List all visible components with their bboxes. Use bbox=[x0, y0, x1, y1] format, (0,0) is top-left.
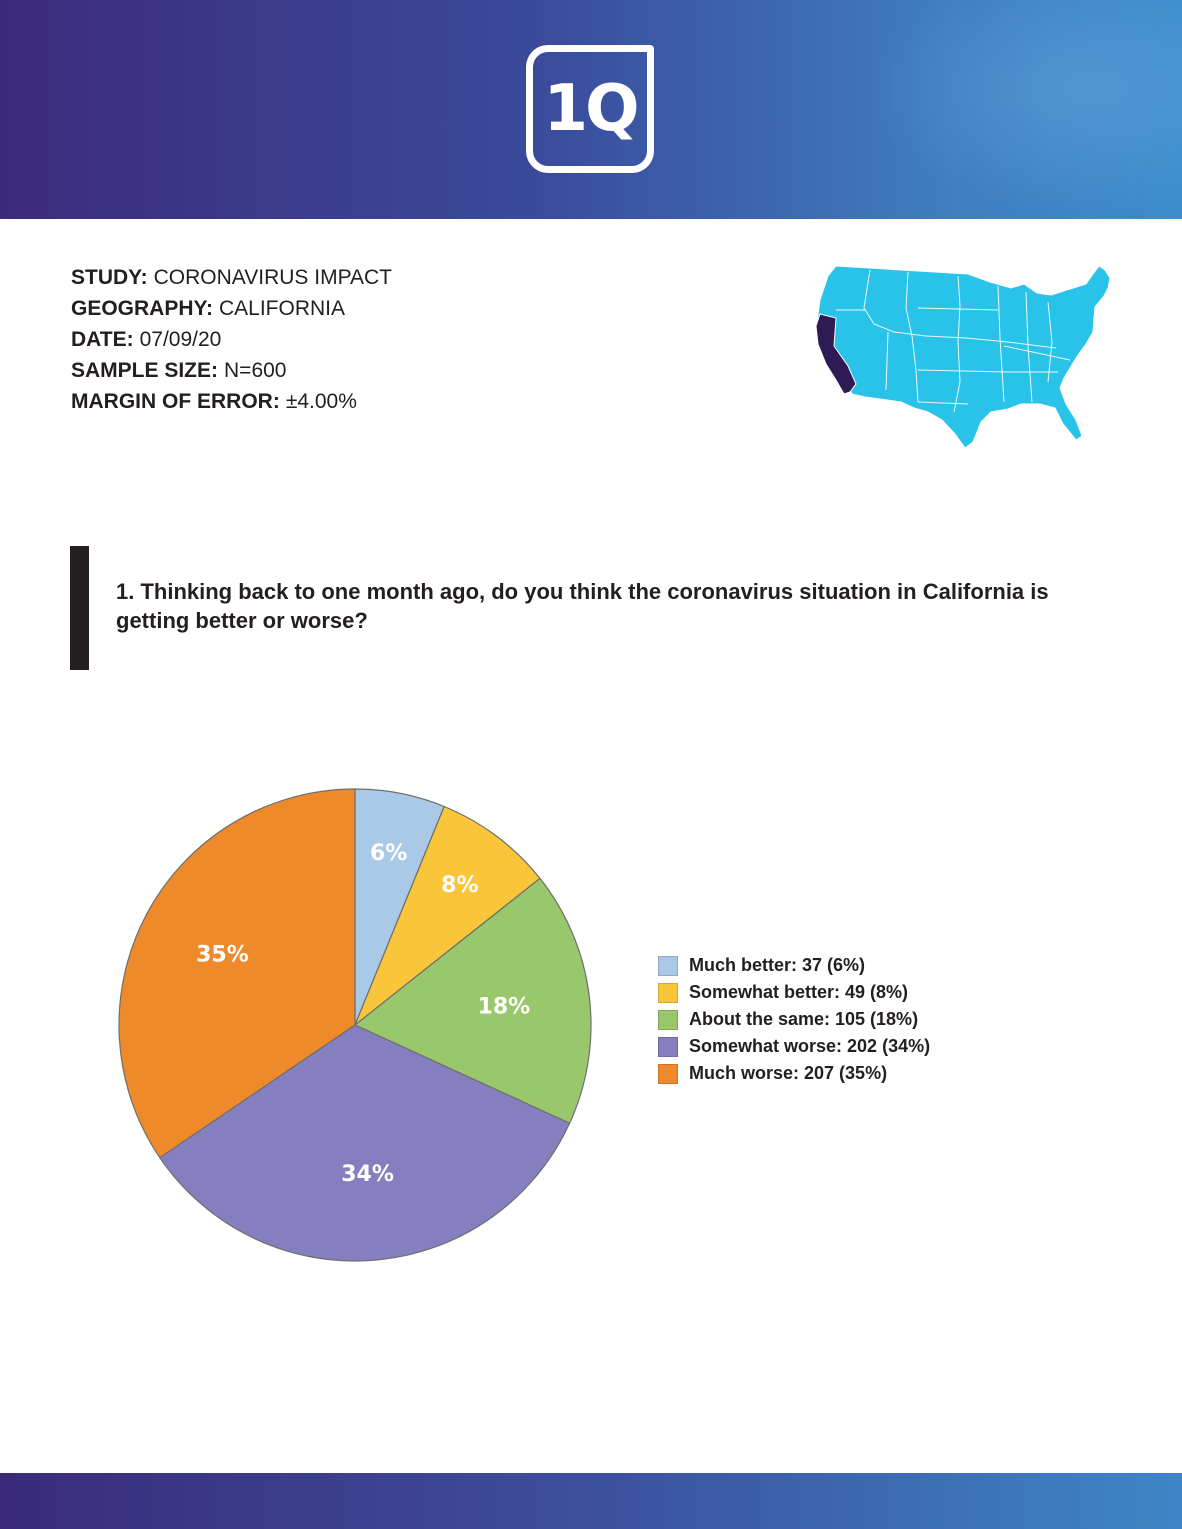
geography-value: CALIFORNIA bbox=[218, 297, 345, 320]
question-accent-bar bbox=[70, 546, 89, 670]
margin-of-error-value: ±4.00% bbox=[285, 390, 357, 413]
pie-label-much-better: 6% bbox=[369, 841, 408, 867]
logo-text: 1Q bbox=[543, 72, 637, 146]
chart-legend bbox=[658, 952, 930, 1087]
study-row bbox=[71, 262, 392, 293]
legend-label-somewhat-worse: Somewhat worse: 202 (34%) bbox=[689, 1036, 931, 1056]
header-banner bbox=[0, 0, 1182, 219]
margin-of-error-label: MARGIN OF ERROR: bbox=[71, 390, 280, 413]
legend-item-about-the-same bbox=[658, 1006, 930, 1033]
pie-chart bbox=[110, 780, 600, 1270]
sample-size-label: SAMPLE SIZE: bbox=[71, 359, 219, 382]
geography-label: GEOGRAPHY: bbox=[71, 297, 213, 320]
legend-item-somewhat-better bbox=[658, 979, 930, 1006]
study-label: STUDY: bbox=[71, 266, 148, 289]
pie-label-about-the-same: 18% bbox=[477, 994, 531, 1020]
us-map bbox=[808, 262, 1113, 452]
legend-swatch-much-better bbox=[658, 956, 678, 976]
legend-item-somewhat-worse bbox=[658, 1033, 930, 1060]
header-glow bbox=[862, 0, 1182, 219]
date-value: 07/09/20 bbox=[139, 328, 222, 351]
legend-item-much-worse bbox=[658, 1060, 930, 1087]
study-info bbox=[71, 262, 392, 417]
geography-row bbox=[71, 293, 392, 324]
legend-swatch-somewhat-better bbox=[658, 983, 678, 1003]
legend-label-about-the-same: About the same: 105 (18%) bbox=[689, 1009, 919, 1029]
legend-label-somewhat-better: Somewhat better: 49 (8%) bbox=[689, 982, 909, 1002]
question-text: 1. Thinking back to one month ago, do you think the coronavirus situation in California is getting better or worse? bbox=[116, 579, 1049, 633]
us-map-body bbox=[817, 266, 1110, 448]
legend-swatch-somewhat-worse bbox=[658, 1037, 678, 1057]
1q-logo bbox=[526, 45, 654, 173]
legend-swatch-about-the-same bbox=[658, 1010, 678, 1030]
pie-label-somewhat-better: 8% bbox=[441, 872, 479, 898]
margin-of-error-row bbox=[71, 386, 392, 417]
legend-label-much-worse: Much worse: 207 (35%) bbox=[689, 1063, 888, 1083]
legend-label-much-better: Much better: 37 (6%) bbox=[689, 955, 866, 975]
study-value: CORONAVIRUS IMPACT bbox=[153, 266, 393, 289]
footer-banner bbox=[0, 1473, 1182, 1529]
date-label: DATE: bbox=[71, 328, 134, 351]
pie-label-much-worse: 35% bbox=[196, 942, 249, 968]
sample-size-value: N=600 bbox=[224, 359, 287, 382]
pie-label-somewhat-worse: 34% bbox=[341, 1161, 394, 1187]
legend-item-much-better bbox=[658, 952, 930, 979]
date-row bbox=[71, 324, 392, 355]
legend-swatch-much-worse bbox=[658, 1064, 678, 1084]
sample-size-row bbox=[71, 355, 392, 386]
